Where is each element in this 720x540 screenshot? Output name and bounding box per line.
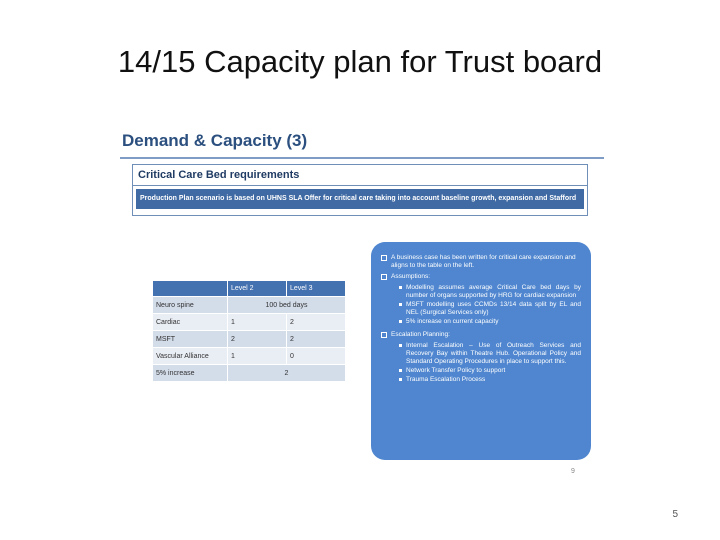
list-item-text: MSFT modelling uses CCMDs 13/14 data split by EL and NEL (Surgical Services only) bbox=[406, 301, 581, 316]
table-header-blank bbox=[153, 281, 228, 297]
embedded-slide-image bbox=[116, 122, 610, 484]
table-header-level3: Level 3 bbox=[287, 281, 346, 297]
row-merged-value: 100 bed days bbox=[228, 297, 346, 314]
row-label: Cardiac bbox=[153, 314, 228, 331]
checkbox-bullet-icon bbox=[381, 255, 387, 261]
square-bullet-icon bbox=[399, 378, 402, 381]
table-row bbox=[153, 365, 346, 382]
list-item-text: 5% increase on current capacity bbox=[406, 318, 499, 325]
list-item-text: Modelling assumes average Critical Care bed days by number of organs supported by HRG for cardiac expansion bbox=[406, 284, 581, 299]
row-level3-value: 2 bbox=[287, 314, 346, 331]
requirements-box bbox=[132, 164, 588, 216]
square-bullet-icon bbox=[399, 369, 402, 372]
square-bullet-icon bbox=[399, 344, 402, 347]
list-item-text: Trauma Escalation Process bbox=[406, 376, 486, 383]
square-bullet-icon bbox=[399, 303, 402, 306]
checkbox-bullet-icon bbox=[381, 332, 387, 338]
list-item-text: Network Transfer Policy to support bbox=[406, 367, 506, 374]
slide-number: 5 bbox=[672, 509, 678, 520]
checkbox-bullet-icon bbox=[381, 274, 387, 280]
table-header-row bbox=[153, 281, 346, 297]
row-label: Vascular Alliance bbox=[153, 348, 228, 365]
callout-item bbox=[381, 254, 581, 270]
square-bullet-icon bbox=[399, 286, 402, 289]
callout-item-text: A business case has been written for critical care expansion and aligns to the table on the left. bbox=[391, 254, 576, 269]
row-level3-value: 2 bbox=[287, 331, 346, 348]
row-level2-value: 1 bbox=[228, 314, 287, 331]
row-label: 5% increase bbox=[153, 365, 228, 382]
section-heading: Demand & Capacity (3) bbox=[122, 131, 308, 150]
bed-requirements-table bbox=[152, 280, 346, 382]
list-item bbox=[399, 367, 581, 375]
table-header-level2: Level 2 bbox=[228, 281, 287, 297]
list-item bbox=[399, 342, 581, 366]
row-label: Neuro spine bbox=[153, 297, 228, 314]
table-row bbox=[153, 348, 346, 365]
row-level2-value: 2 bbox=[228, 331, 287, 348]
table-row bbox=[153, 331, 346, 348]
list-item bbox=[399, 284, 581, 300]
business-case-callout bbox=[371, 242, 591, 460]
callout-item bbox=[381, 331, 581, 339]
list-item-text: Internal Escalation – Use of Outreach Services and Recovery Bay within Theatre Hub. Operational Policy and Standard Operating Procedures in place to support this. bbox=[406, 342, 581, 365]
requirements-box-text: Production Plan scenario is based on UHNS SLA Offer for critical care taking into account baseline growth, expansion and Stafford bbox=[136, 189, 584, 209]
list-item bbox=[399, 318, 581, 326]
table-row bbox=[153, 297, 346, 314]
row-level2-value: 1 bbox=[228, 348, 287, 365]
escalation-list bbox=[399, 342, 581, 384]
square-bullet-icon bbox=[399, 320, 402, 323]
heading-divider bbox=[120, 157, 604, 159]
assumptions-list bbox=[399, 284, 581, 326]
requirements-box-title: Critical Care Bed requirements bbox=[133, 165, 587, 186]
table-row bbox=[153, 314, 346, 331]
row-merged-value: 2 bbox=[228, 365, 346, 382]
callout-item bbox=[381, 273, 581, 281]
slide-title: 14/15 Capacity plan for Trust board bbox=[117, 44, 603, 79]
list-item bbox=[399, 301, 581, 317]
row-label: MSFT bbox=[153, 331, 228, 348]
callout-item-text: Assumptions: bbox=[391, 273, 431, 280]
callout-item-text: Escalation Planning: bbox=[391, 331, 450, 338]
list-item bbox=[399, 376, 581, 384]
row-level3-value: 0 bbox=[287, 348, 346, 365]
embedded-page-number: 9 bbox=[571, 468, 575, 475]
